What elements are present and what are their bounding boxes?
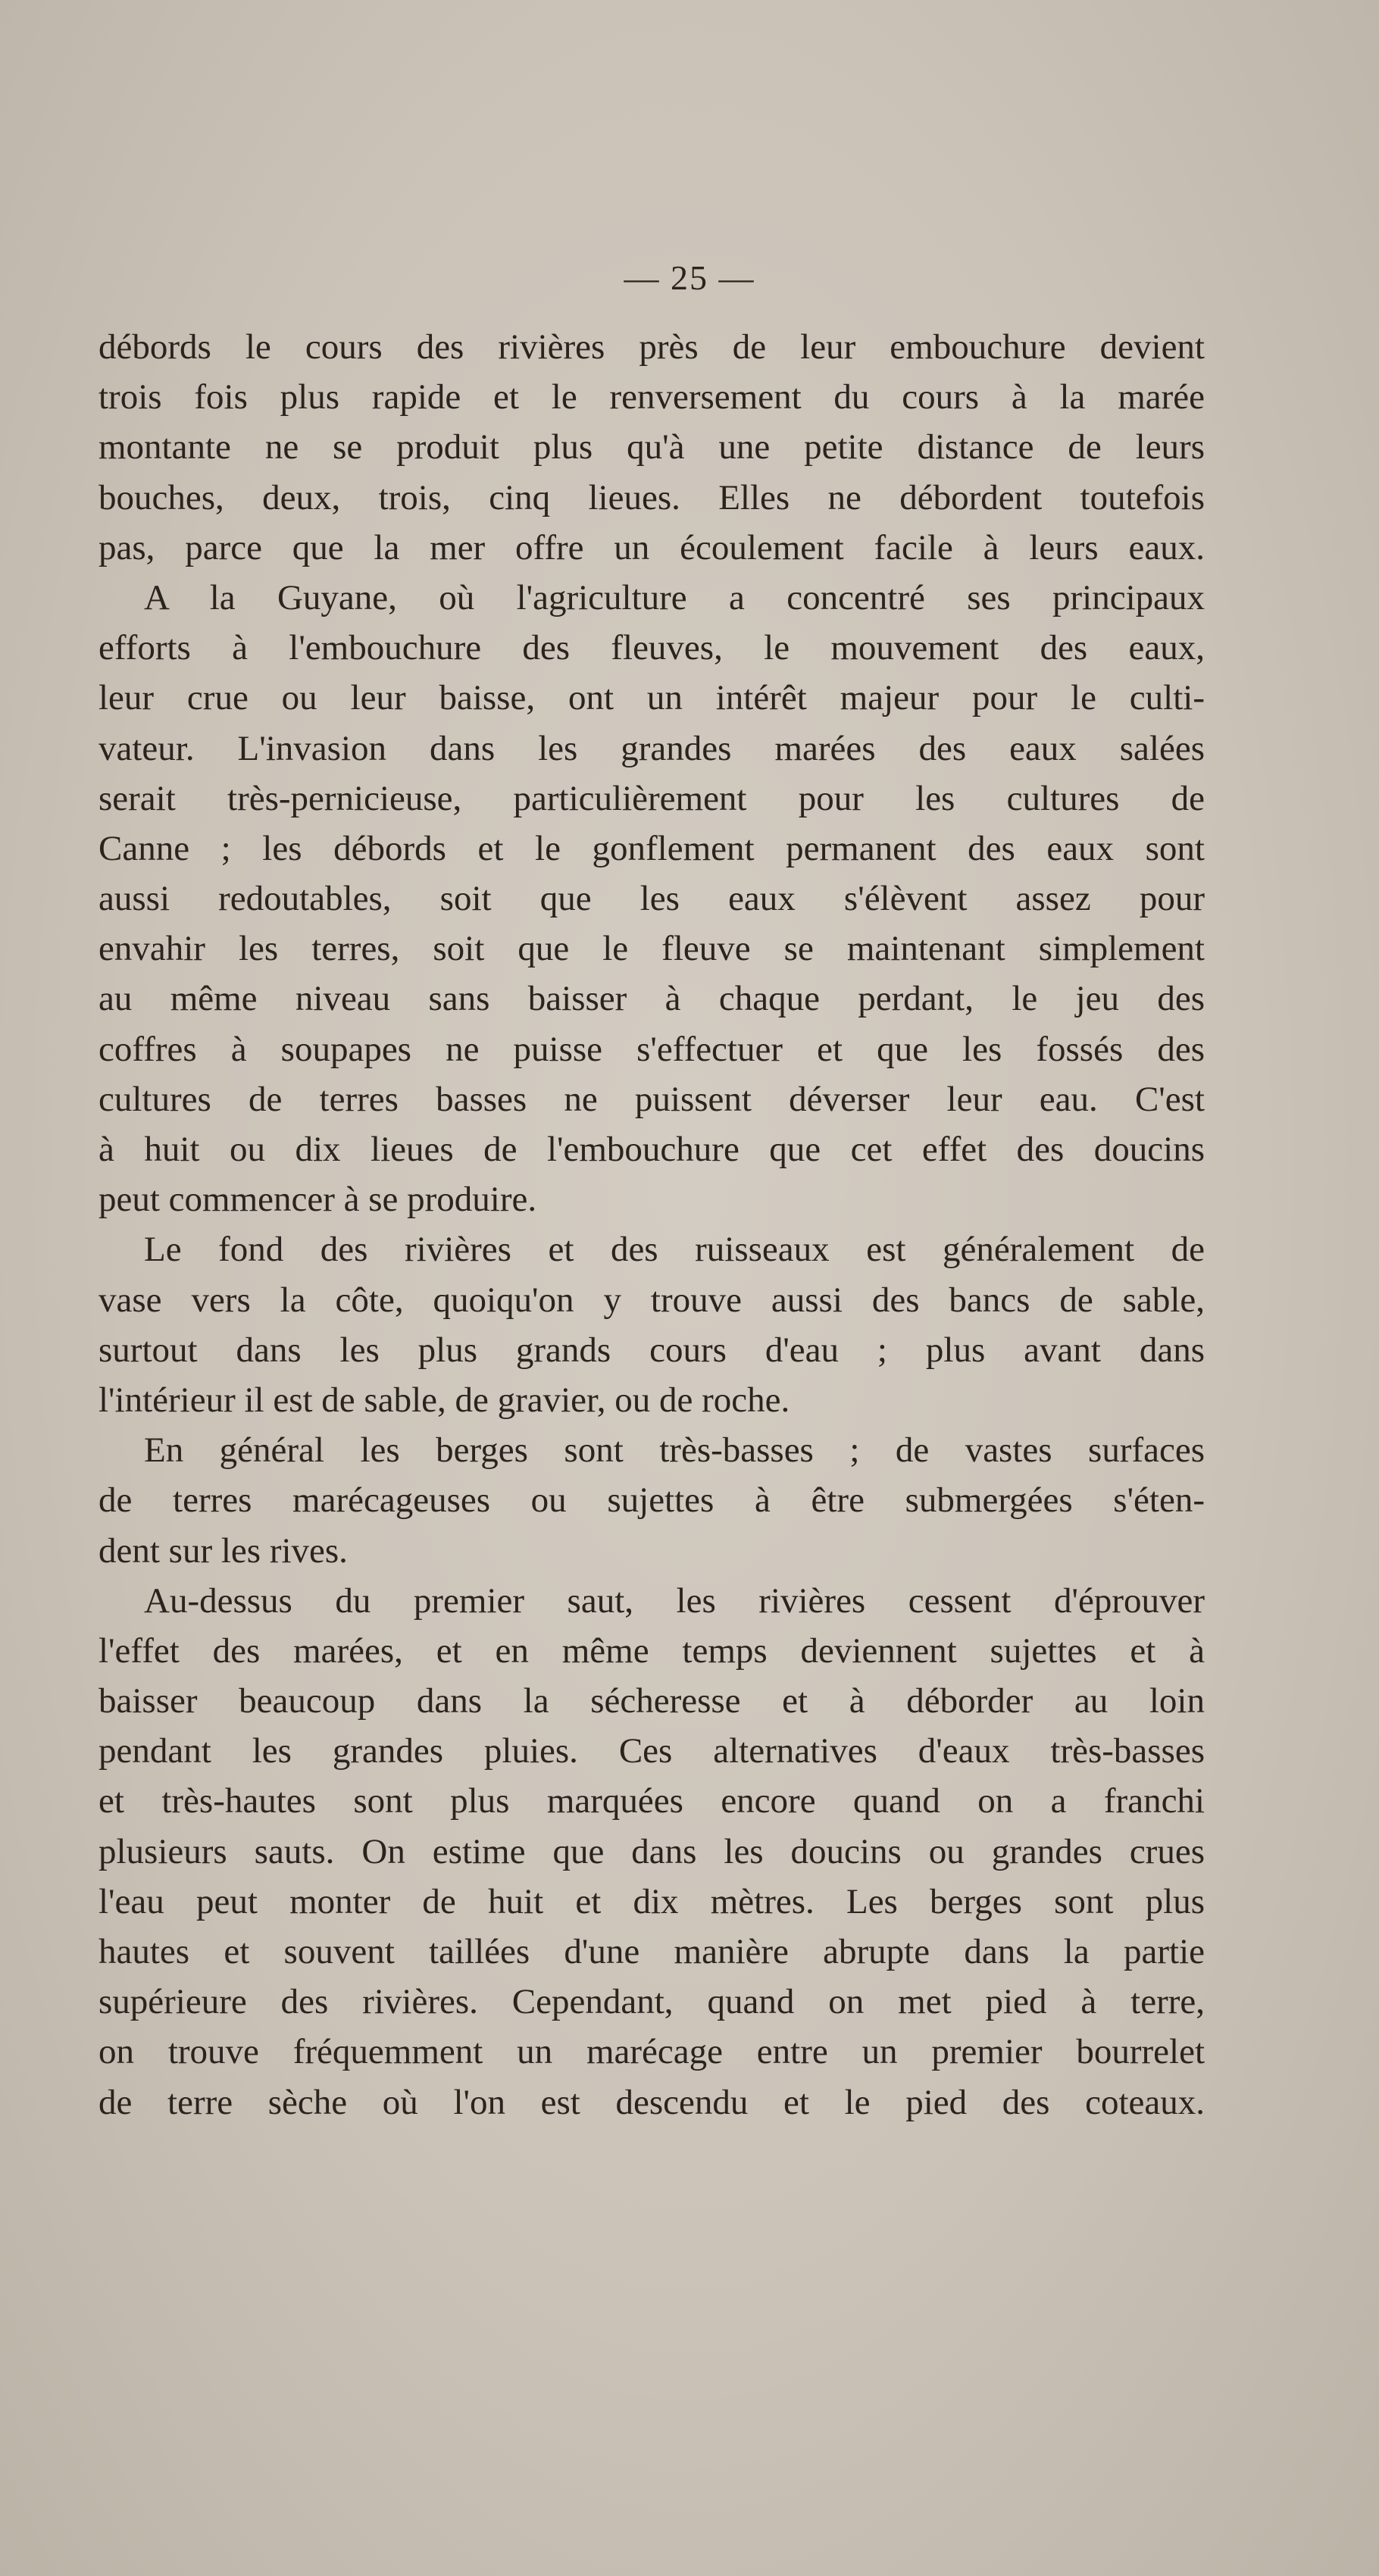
text-line: peut commencer à se produire. — [98, 1180, 537, 1220]
text-line: plusieurs sauts. On estime que dans les doucins ou grandes crues — [98, 1831, 1205, 1871]
text-line: on trouve fréquemment un marécage entre un premier bourrelet — [98, 2032, 1205, 2072]
text-line: surtout dans les plus grands cours d'eau ; plus avant dans — [98, 1330, 1205, 1370]
text-line: supérieure des rivières. Cependant, quand on met pied à terre, — [98, 1982, 1205, 2022]
text-line: trois fois plus rapide et le renversement du cours à la marée — [98, 377, 1205, 417]
text-line: coffres à soupapes ne puisse s'effectuer et que les fossés des — [98, 1029, 1205, 1069]
page-number: — 25 — — [624, 258, 755, 297]
text-line: l'eau peut monter de huit et dix mètres. Les berges sont plus — [98, 1881, 1205, 1921]
text-line: à huit ou dix lieues de l'embouchure que cet effet des doucins — [98, 1130, 1205, 1169]
text-line: de terres marécageuses ou sujettes à être submergées s'éten- — [98, 1480, 1205, 1521]
text-line: de terre sèche où l'on est descendu et le pied des coteaux. — [98, 2082, 1205, 2122]
text-line: baisser beaucoup dans la sécheresse et à déborder au loin — [98, 1681, 1205, 1721]
text-line: et très-hautes sont plus marquées encore quand on a franchi — [98, 1781, 1205, 1821]
text-line: serait très-pernicieuse, particulièrement pour les cultures de — [98, 778, 1205, 818]
text-line: Canne ; les débords et le gonflement permanent des eaux sont — [98, 828, 1205, 868]
body-text — [98, 322, 1205, 2127]
text-line: au même niveau sans baisser à chaque perdant, le jeu des — [98, 979, 1205, 1019]
text-line: débords le cours des rivières près de leur embouchure devient — [98, 327, 1205, 367]
text-line: dent sur les rives. — [98, 1530, 348, 1571]
text-line: leur crue ou leur baisse, ont un intérêt majeur pour le culti- — [98, 678, 1205, 718]
text-line: efforts à l'embouchure des fleuves, le mouvement des eaux, — [98, 628, 1205, 668]
text-line: vateur. L'invasion dans les grandes marées des eaux salées — [98, 728, 1205, 768]
text-line: En général les berges sont très-basses ; de vastes surfaces — [144, 1430, 1205, 1471]
text-line: bouches, deux, trois, cinq lieues. Elles ne débordent toutefois — [98, 477, 1205, 517]
text-line: l'effet des marées, et en même temps deviennent sujettes et à — [98, 1630, 1205, 1671]
text-line: Au-dessus du premier saut, les rivières cessent d'éprouver — [144, 1580, 1205, 1621]
text-line: Le fond des rivières et des ruisseaux est généralement de — [144, 1230, 1205, 1270]
text-line: envahir les terres, soit que le fleuve se maintenant simplement — [98, 929, 1205, 969]
text-line: l'intérieur il est de sable, de gravier, ou de roche. — [98, 1380, 790, 1420]
text-line: A la Guyane, où l'agriculture a concentré ses principaux — [144, 577, 1205, 617]
text-line: hautes et souvent taillées d'une manière abrupte dans la partie — [98, 1932, 1205, 1971]
text-line: aussi redoutables, soit que les eaux s'élèvent assez pour — [98, 879, 1205, 919]
text-line: montante ne se produit plus qu'à une petite distance de leurs — [98, 427, 1205, 467]
text-line: cultures de terres basses ne puissent déverser leur eau. C'est — [98, 1079, 1205, 1119]
text-line: vase vers la côte, quoiqu'on y trouve aussi des bancs de sable, — [98, 1280, 1205, 1320]
text-line: pendant les grandes pluies. Ces alternatives d'eaux très-basses — [98, 1731, 1205, 1771]
text-line: pas, parce que la mer offre un écoulement facile à leurs eaux. — [98, 527, 1205, 567]
